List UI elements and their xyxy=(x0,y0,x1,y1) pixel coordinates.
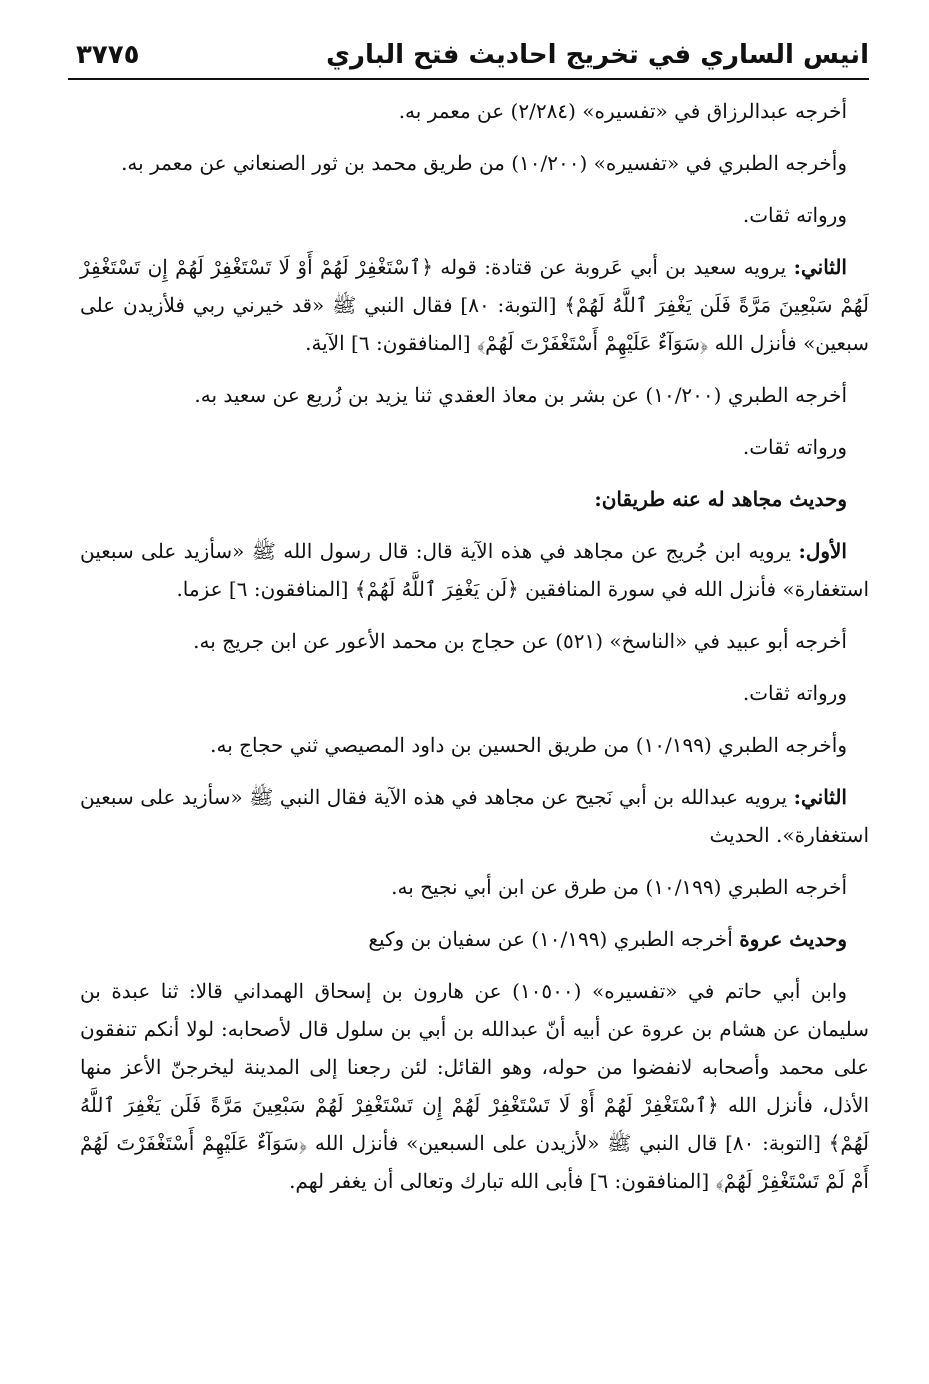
paragraph xyxy=(80,144,869,182)
paragraph-text: أخرجه الطبري (١٠/١٩٩) من طرق عن ابن أبي نجيح به. xyxy=(391,875,847,899)
paragraph xyxy=(80,622,869,660)
paragraph-text: يرويه سعيد بن أبي عَروبة عن قتادة: قوله ﴿ٱسْتَغْفِرْ لَهُمْ أَوْ لَا تَسْتَغْفِرْ لَهُمْ إِن تَسْتَغْفِرْ لَهُمْ سَبْعِينَ مَرَّةً فَلَن يَغْفِرَ ٱللَّهُ لَهُمْ﴾ [التوبة: ٨٠] فقال النبي ﷺ «قد خيرني ربي فلأزيدن على سبعين» فأنزل الله ﴿سَوَآءٌ عَلَيْهِمْ أَسْتَغْفَرْتَ لَهُمْ﴾ [المنافقون: ٦] الآية. xyxy=(80,255,869,355)
body-text xyxy=(80,92,869,1214)
paragraph-text: ورواته ثقات. xyxy=(742,435,847,459)
paragraph-text: أخرجه الطبري (١٠/١٩٩) عن سفيان بن وكيع xyxy=(368,927,740,951)
paragraph xyxy=(80,428,869,466)
paragraph xyxy=(80,920,869,958)
paragraph-lead: وحديث عروة xyxy=(739,927,847,951)
paragraph-lead: وحديث مجاهد له عنه طريقان: xyxy=(594,487,847,511)
paragraph-lead: الأول: xyxy=(798,539,847,563)
paragraph xyxy=(80,92,869,130)
paragraph xyxy=(80,532,869,608)
page-number: ٣٧٧٥ xyxy=(76,40,140,70)
paragraph xyxy=(80,248,869,362)
paragraph-text: وابن أبي حاتم في «تفسيره» (١٠٥٠٠) عن هارون بن إسحاق الهمداني قالا: ثنا عبدة بن سليمان عن هشام بن عروة عن أبيه أنّ عبدالله بن أبي بن سلول قال لأصحابه: لولا أنكم تنفقون على محمد وأصحابه لانفضوا من حوله، وهو القائل: لئن رجعنا إلى المدينة ليخرجنّ الأعز منها الأذل، فأنزل الله ﴿ٱسْتَغْفِرْ لَهُمْ أَوْ لَا تَسْتَغْفِرْ لَهُمْ إِن تَسْتَغْفِرْ لَهُمْ سَبْعِينَ مَرَّةً فَلَن يَغْفِرَ ٱللَّهُ لَهُمْ﴾ [التوبة: ٨٠] قال النبي ﷺ «لأزيدن على السبعين» فأنزل الله ﴿سَوَآءٌ عَلَيْهِمْ أَسْتَغْفَرْتَ لَهُمْ أَمْ لَمْ تَسْتَغْفِرْ لَهُمْ﴾ [المنافقون: ٦] فأبى الله تبارك وتعالى أن يغفر لهم. xyxy=(80,979,870,1193)
paragraph-lead: الثاني: xyxy=(793,255,847,279)
paragraph-text: يرويه ابن جُريج عن مجاهد في هذه الآية قال: قال رسول الله ﷺ «سأزيد على سبعين استغفارة» فأنزل الله في سورة المنافقين ﴿لَن يَغْفِرَ ٱللَّهُ لَهُمْ﴾ [المنافقون: ٦] عزما. xyxy=(80,539,869,601)
paragraph xyxy=(80,196,869,234)
paragraph-text: ورواته ثقات. xyxy=(742,681,847,705)
paragraph-text: أخرجه أبو عبيد في «الناسخ» (٥٢١) عن حجاج بن محمد الأعور عن ابن جريج به. xyxy=(193,629,847,653)
paragraph xyxy=(80,972,869,1200)
paragraph xyxy=(80,868,869,906)
page-header xyxy=(68,36,869,80)
paragraph-lead: الثاني: xyxy=(793,785,847,809)
paragraph-text: أخرجه عبدالرزاق في «تفسيره» (٢/٢٨٤) عن معمر به. xyxy=(398,99,847,123)
paragraph-text: ورواته ثقات. xyxy=(742,203,847,227)
paragraph-text: وأخرجه الطبري في «تفسيره» (١٠/٢٠٠) من طريق محمد بن ثور الصنعاني عن معمر به. xyxy=(121,151,847,175)
paragraph xyxy=(80,376,869,414)
paragraph xyxy=(80,480,869,518)
paragraph-text: أخرجه الطبري (١٠/٢٠٠) عن بشر بن معاذ العقدي ثنا يزيد بن زُريع عن سعيد به. xyxy=(194,383,847,407)
paragraph xyxy=(80,674,869,712)
paragraph xyxy=(80,778,869,854)
book-title: انيس الساري في تخريج احاديث فتح الباري xyxy=(326,40,869,70)
paragraph-text: يرويه عبدالله بن أبي نَجيح عن مجاهد في هذه الآية فقال النبي ﷺ «سأزيد على سبعين استغفارة». الحديث xyxy=(80,785,869,847)
paragraph-text: وأخرجه الطبري (١٠/١٩٩) من طريق الحسين بن داود المصيصي ثني حجاج به. xyxy=(210,733,847,757)
paragraph xyxy=(80,726,869,764)
